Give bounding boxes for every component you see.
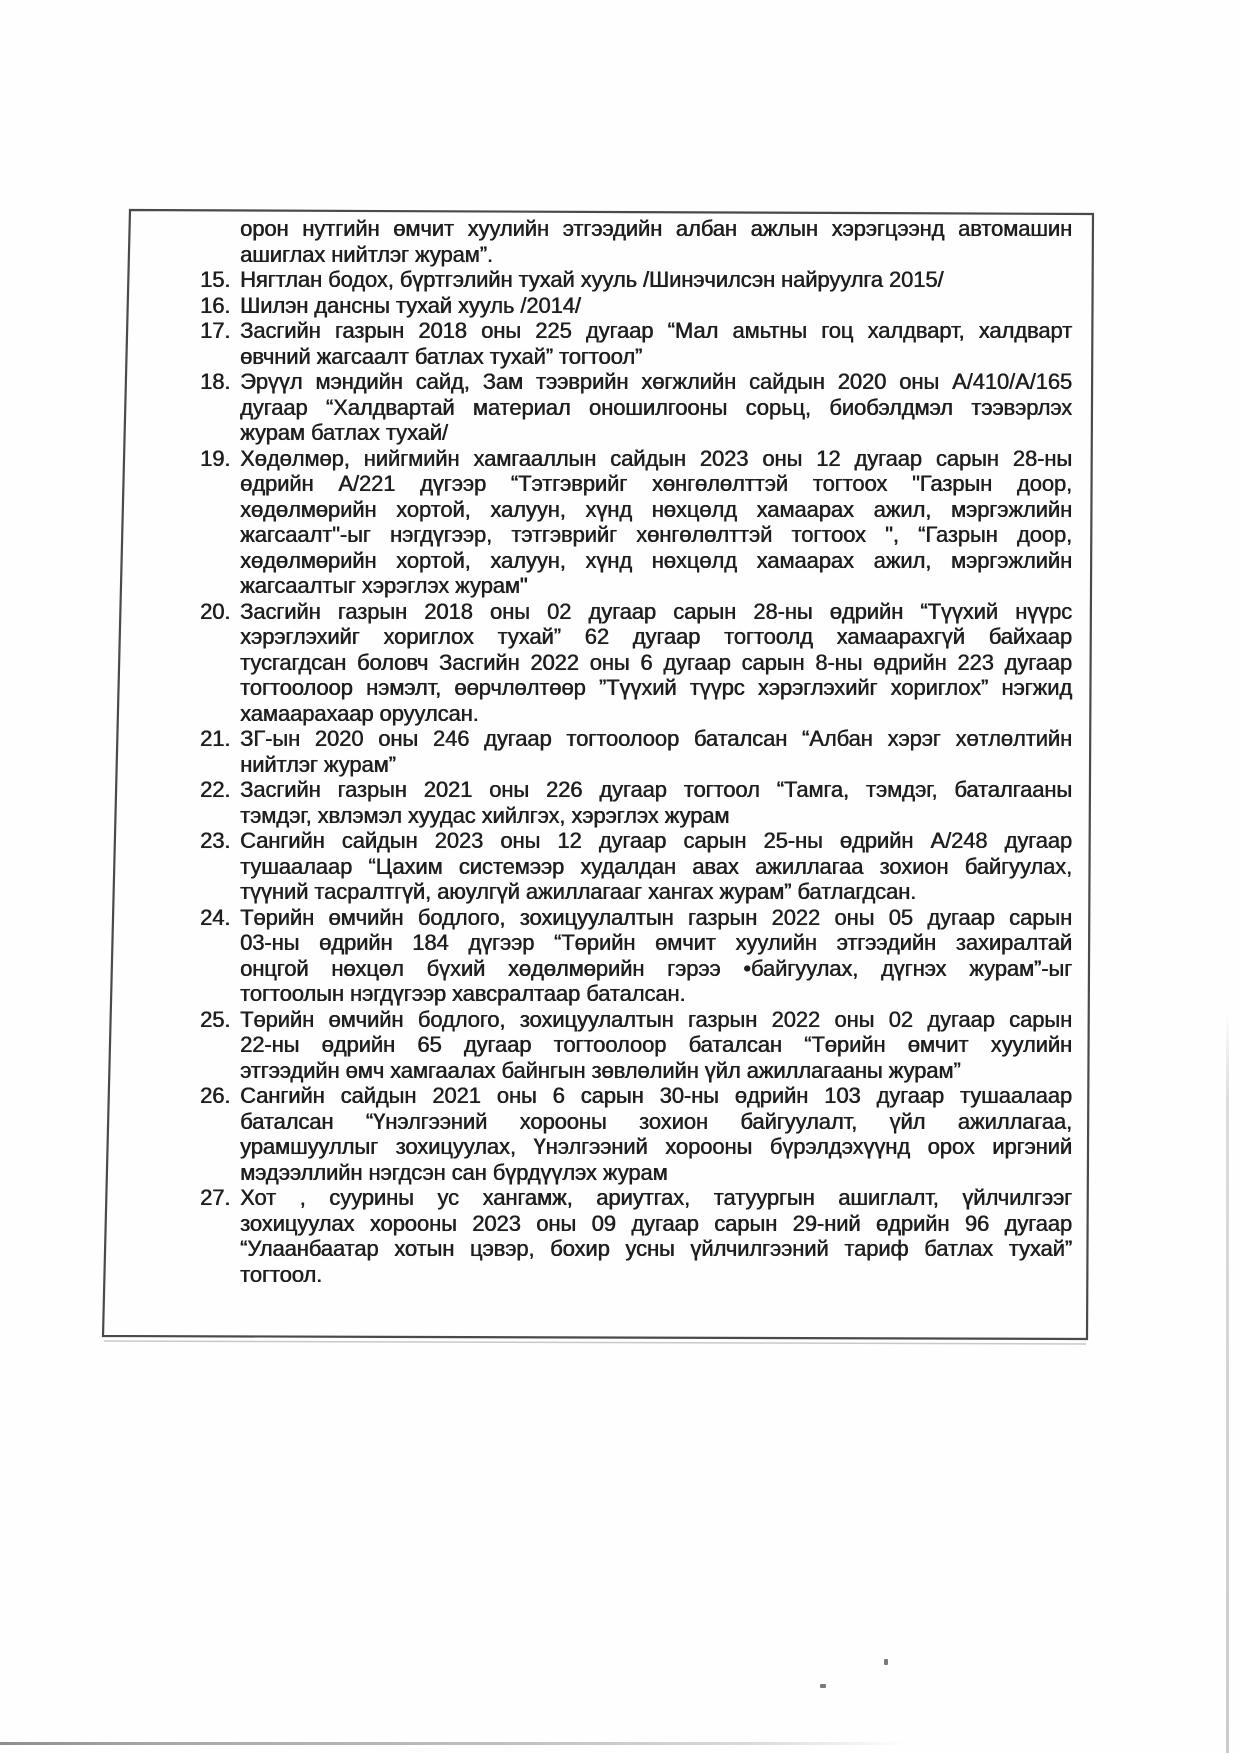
item-line: хамаарахаар оруулсан. bbox=[240, 700, 479, 726]
item-line: 03-ны өдрийн 184 дүгээр “Төрийн өмчит хуулийн этгээдийн захиралтай bbox=[240, 930, 1072, 955]
item-number: 24. bbox=[200, 904, 231, 930]
item-line: нийтлэг журам” bbox=[240, 751, 396, 777]
list-item bbox=[200, 828, 1072, 905]
list-item bbox=[200, 905, 1072, 1007]
item-line: тогтоолын нэгдүгээр хавсралтаар баталсан. bbox=[240, 981, 686, 1006]
item-line: тэмдэг, хвлэмэл хуудас хийлгэх, хэрэглэх журам bbox=[240, 802, 730, 828]
item-line: өвчний жагсаалт батлах тухай” тогтоол” bbox=[240, 343, 643, 369]
item-line: Сангийн сайдын 2023 оны 12 дугаар сарын 25-ны өдрийн А/248 дугаар bbox=[240, 828, 1072, 853]
item-line: хөдөлмөрийн хортой, халуун, хүнд нөхцөлд хамаарах ажил, мэргэжлийн bbox=[240, 496, 1072, 522]
item-line: Засгийн газрын 2018 оны 225 дугаар “Мал амьтны гоц халдварт, халдварт bbox=[240, 318, 1072, 343]
item-line: жагсаалт"-ыг нэгдүгээр, тэтгэврийг хөнгөлөлттэй тогтоох ", “Газрын доор, bbox=[240, 522, 1072, 547]
list-item bbox=[200, 267, 1072, 293]
list-item bbox=[200, 1083, 1072, 1185]
item-line: урамшууллыг зохицуулах, Үнэлгээний хорооны бүрэлдэхүүнд орох иргэний bbox=[240, 1134, 1072, 1159]
item-line: түүний тасралтгүй, аюулгүй ажиллагааг хангах журам” батлагдсан. bbox=[240, 879, 917, 904]
item-line: Сангийн сайдын 2021 оны 6 сарын 30-ны өдрийн 103 дугаар тушаалаар bbox=[240, 1083, 1072, 1108]
item-line: тушаалаар “Цахим системээр худалдан авах ажиллагаа зохион байгуулах, bbox=[240, 853, 1072, 879]
item-number: 18. bbox=[200, 369, 231, 394]
item-number: 19. bbox=[200, 445, 231, 471]
item-line: этгээдийн өмч хамгаалах байнгын зөвлөлийн үйл ажиллагааны журам” bbox=[240, 1057, 961, 1083]
item-number: 21. bbox=[200, 726, 231, 751]
item-line: баталсан “Үнэлгээний хорооны зохион байгуулалт, үйл ажиллагаа, bbox=[240, 1108, 1072, 1134]
item-number: 25. bbox=[200, 1006, 231, 1032]
item-line: “Улаанбаатар хотын цэвэр, бохир усны үйлчилгээний тариф батлах тухай” bbox=[240, 1236, 1072, 1261]
item-line: Хот , суурины ус хангамж, ариутгах, татуургын ашиглалт, үйлчилгээг bbox=[240, 1185, 1072, 1210]
item-number: 16. bbox=[200, 292, 231, 318]
scan-artifact-bottom-line bbox=[0, 1742, 908, 1745]
item-line: Засгийн газрын 2021 оны 226 дугаар тогтоол “Тамга, тэмдэг, баталгааны bbox=[240, 777, 1072, 802]
list-item bbox=[200, 318, 1072, 369]
list-item bbox=[200, 369, 1072, 446]
item-line: Нягтлан бодох, бүртгэлийн тухай хууль /Шинэчилсэн найруулга 2015/ bbox=[240, 267, 944, 292]
item-line: хэрэглэхийг хориглох тухай” 62 дугаар тогтоолд хамаарахгүй байхаар bbox=[240, 624, 1072, 649]
item-line: тусгагдсан боловч Засгийн 2022 оны 6 дугаар сарын 8-ны өдрийн 223 дугаар bbox=[240, 649, 1072, 675]
item-line: ЗГ-ын 2020 оны 246 дугаар тогтоолоор баталсан “Албан хэрэг хөтлөлтийн bbox=[240, 726, 1072, 751]
item-line: Эрүүл мэндийн сайд, Зам тээврийн хөгжлийн сайдын 2020 оны А/410/А/165 bbox=[240, 369, 1072, 394]
list-item bbox=[200, 726, 1072, 777]
item-line: мэдээллийн нэгдсэн сан бүрдүүлэх журам bbox=[240, 1159, 668, 1185]
item-line: зохицуулах хорооны 2023 оны 09 дугаар сарын 29-ний өдрийн 96 дугаар bbox=[240, 1210, 1072, 1236]
item-number: 17. bbox=[200, 318, 231, 343]
scan-artifact-right-streak bbox=[1226, 1012, 1229, 1753]
list-item bbox=[200, 446, 1072, 599]
item-number: 23. bbox=[200, 828, 231, 853]
item-line: онцгой нөхцөл бүхий хөдөлмөрийн гэрээ •байгуулах, дүгнэх журам”-ыг bbox=[240, 955, 1072, 981]
item-number: 26. bbox=[200, 1083, 231, 1108]
item-line: өдрийн А/221 дүгээр “Тэтгэврийг хөнгөлөлттэй тогтоох "Газрын доор, bbox=[240, 471, 1072, 496]
item-number: 15. bbox=[200, 267, 231, 292]
border-shadow-line bbox=[104, 1341, 1086, 1344]
item-line: тогтоолоор нэмэлт, өөрчлөлтөөр ”Түүхий түүрс хэрэглэхийг хориглох” нэгжид bbox=[240, 675, 1072, 700]
list-item bbox=[200, 599, 1072, 727]
item-line: Засгийн газрын 2018 оны 02 дугаар сарын 28-ны өдрийн “Түүхий нүүрс bbox=[240, 598, 1072, 624]
item-line: Төрийн өмчийн бодлого, зохицуулалтын газрын 2022 оны 02 дугаар сарын bbox=[240, 1006, 1072, 1032]
list-item bbox=[200, 777, 1072, 828]
intro-line: ашиглах нийтлэг журам”. bbox=[240, 241, 493, 267]
item-line: тогтоол. bbox=[240, 1261, 323, 1287]
numbered-list bbox=[200, 267, 1072, 1287]
item-line: жагсаалтыг хэрэглэх журам" bbox=[240, 573, 528, 598]
list-item bbox=[200, 293, 1072, 319]
item-line: Шилэн дансны тухай хууль /2014/ bbox=[240, 292, 581, 318]
item-line: Төрийн өмчийн бодлого, зохицуулалтын газрын 2022 оны 05 дугаар сарын bbox=[240, 904, 1072, 930]
item-line: Хөдөлмөр, нийгмийн хамгааллын сайдын 2023 оны 12 дугаар сарын 28-ны bbox=[240, 445, 1072, 471]
item-line: журам батлах тухай/ bbox=[240, 420, 448, 445]
item-number: 27. bbox=[200, 1185, 231, 1210]
item-line: дугаар “Халдвартай материал оношилгооны сорьц, биобэлдмэл тээвэрлэх bbox=[240, 394, 1072, 420]
item-number: 22. bbox=[200, 777, 231, 802]
scan-artifact-speck bbox=[884, 1659, 888, 1665]
intro-line: орон нутгийн өмчит хуулийн этгээдийн албан ажлын хэрэгцээнд автомашин bbox=[240, 216, 1072, 241]
intro-paragraph bbox=[240, 216, 1072, 267]
legal-references-list bbox=[200, 216, 1072, 1287]
item-line: хөдөлмөрийн хортой, халуун, хүнд нөхцөлд хамаарах ажил, мэргэжлийн bbox=[240, 547, 1072, 573]
list-item bbox=[200, 1185, 1072, 1287]
item-number: 20. bbox=[200, 598, 231, 624]
item-line: 22-ны өдрийн 65 дугаар тогтоолоор баталсан “Төрийн өмчит хуулийн bbox=[240, 1032, 1072, 1057]
scan-artifact-speck bbox=[820, 1684, 826, 1688]
list-item bbox=[200, 1007, 1072, 1084]
